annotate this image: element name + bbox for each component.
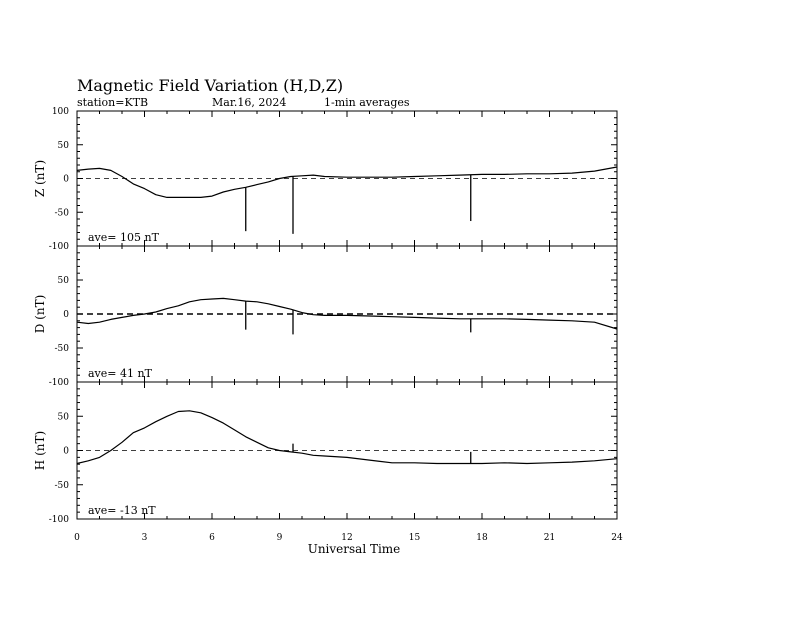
y-tick-label: 0	[63, 174, 69, 185]
x-tick-label: 6	[209, 533, 215, 543]
panels-layer	[33, 107, 617, 525]
panel-z	[33, 107, 617, 252]
ave-label-z: ave= 105 nT	[88, 231, 159, 244]
y-axis-title-d: D (nT)	[33, 294, 47, 334]
y-axis-title-z: Z (nT)	[33, 159, 47, 198]
panel-h	[33, 382, 617, 525]
y-tick-label: -100	[48, 378, 69, 388]
y-tick-label: 0	[63, 310, 69, 320]
panel-d	[33, 246, 617, 388]
y-axis-title-h: H (nT)	[33, 430, 47, 471]
series-line-z	[77, 167, 617, 197]
date-label: Mar.16, 2024	[212, 96, 287, 109]
ave-label-h: ave= -13 nT	[88, 504, 156, 517]
x-tick-label: 0	[74, 533, 80, 543]
x-tick-label: 15	[408, 533, 421, 543]
x-tick-label: 21	[543, 533, 556, 543]
x-axis-title: Universal Time	[307, 542, 401, 556]
y-tick-label: -50	[54, 480, 69, 491]
x-tick-label: 9	[276, 533, 283, 543]
y-tick-label: 50	[57, 412, 69, 423]
x-tick-label: 24	[611, 533, 623, 543]
ave-label-d: ave= 41 nT	[88, 367, 152, 380]
y-tick-label: -100	[48, 242, 69, 252]
y-tick-label: 0	[63, 446, 69, 457]
x-tick-label: 18	[476, 533, 488, 543]
y-tick-label: 50	[57, 140, 69, 151]
y-tick-label: -50	[54, 208, 69, 219]
series-line-h	[77, 411, 617, 464]
averaging-label: 1-min averages	[324, 96, 410, 109]
y-tick-label: -100	[48, 515, 69, 525]
chart-title: Magnetic Field Variation (H,D,Z)	[77, 76, 344, 95]
y-tick-label: 100	[51, 107, 69, 117]
y-tick-label: 50	[57, 276, 69, 286]
station-label: station=KTB	[77, 96, 149, 109]
y-tick-label: -50	[54, 344, 69, 354]
x-tick-label: 12	[341, 533, 353, 543]
x-tick-label: 3	[141, 533, 148, 543]
